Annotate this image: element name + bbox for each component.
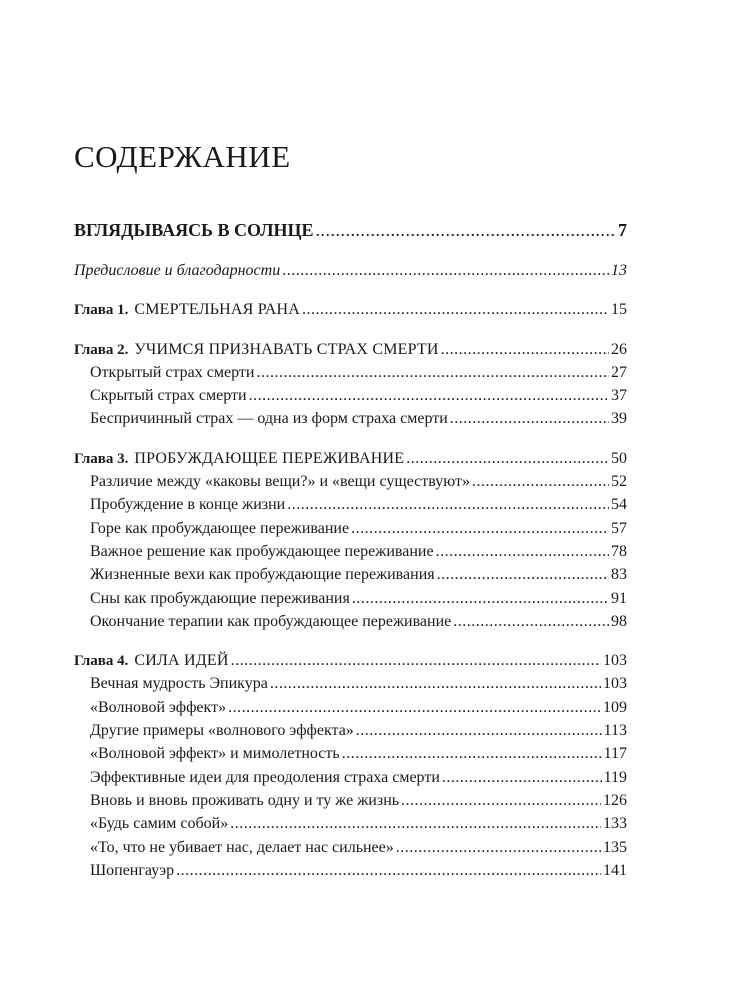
toc-section[interactable] bbox=[74, 862, 627, 885]
entry-page-number: 37 bbox=[611, 387, 627, 405]
dot-leader bbox=[401, 792, 601, 810]
entry-page-number: 52 bbox=[611, 473, 627, 491]
dot-leader bbox=[287, 496, 609, 514]
section-title: Беспричинный страх — одна из форм страха смерти bbox=[90, 410, 448, 428]
toc-section[interactable] bbox=[74, 839, 627, 862]
entry-page-number: 113 bbox=[603, 722, 627, 740]
section-title: Различие между «каковы вещи?» и «вещи существуют» bbox=[90, 473, 470, 491]
toc-chapter-1[interactable] bbox=[74, 301, 627, 324]
entry-page-number: 50 bbox=[611, 449, 627, 467]
dot-leader bbox=[342, 745, 602, 763]
entry-page-number: 141 bbox=[603, 861, 627, 879]
toc-chapter-4[interactable] bbox=[74, 652, 627, 675]
dot-leader bbox=[406, 450, 609, 468]
dot-leader bbox=[436, 543, 609, 561]
entry-page-number: 91 bbox=[611, 589, 627, 607]
toc-section[interactable] bbox=[74, 722, 627, 745]
section-title: Сны как пробуждающие переживания bbox=[90, 589, 350, 607]
entry-page-number: 39 bbox=[611, 410, 627, 428]
dot-leader bbox=[176, 862, 601, 880]
entry-page-number: 54 bbox=[611, 496, 627, 514]
dot-leader bbox=[441, 341, 609, 359]
toc-section[interactable] bbox=[74, 496, 627, 519]
chapter-label: Глава 1. bbox=[74, 302, 129, 319]
chapter-label: Глава 4. bbox=[74, 653, 129, 670]
section-title: Вечная мудрость Эпикура bbox=[90, 675, 268, 693]
entry-page-number: 83 bbox=[611, 566, 627, 584]
entry-page-number: 27 bbox=[611, 363, 627, 381]
section-title: Горе как пробуждающее переживание bbox=[90, 519, 350, 537]
dot-leader bbox=[450, 410, 609, 428]
section-title: Другие примеры «волнового эффекта» bbox=[90, 722, 354, 740]
toc-section[interactable] bbox=[74, 387, 627, 410]
entry-page-number: 15 bbox=[611, 301, 627, 319]
chapter-label: Глава 2. bbox=[74, 341, 129, 358]
dot-leader bbox=[302, 301, 609, 319]
toc-chapter-3[interactable] bbox=[74, 450, 627, 473]
dot-leader bbox=[230, 815, 601, 833]
dot-leader bbox=[396, 839, 601, 857]
dot-leader bbox=[352, 590, 609, 608]
section-title: Эффективные идеи для преодоления страха смерти bbox=[90, 768, 440, 786]
section-title: Важное решение как пробуждающее переживание bbox=[90, 542, 434, 560]
section-title: Скрытый страх смерти bbox=[90, 387, 247, 405]
section-title: «То, что не убивает нас, делает нас сильнее» bbox=[90, 838, 394, 856]
toc-section[interactable] bbox=[74, 699, 627, 722]
chapter-title: УЧИМСЯ ПРИЗНАВАТЬ СТРАХ СМЕРТИ bbox=[134, 340, 439, 358]
toc-section[interactable] bbox=[74, 410, 627, 433]
section-title: Пробуждение в конце жизни bbox=[90, 496, 286, 514]
entry-page-number: 109 bbox=[603, 698, 627, 716]
dot-leader bbox=[256, 364, 609, 382]
entry-page-number: 135 bbox=[603, 838, 627, 856]
section-title: Окончание терапии как пробуждающее переживание bbox=[90, 612, 452, 630]
dot-leader bbox=[231, 652, 601, 670]
dot-leader bbox=[282, 262, 609, 280]
toc-chapter-2[interactable] bbox=[74, 341, 627, 364]
toc-section[interactable] bbox=[74, 473, 627, 496]
section-title: «Волновой эффект» и мимолетность bbox=[90, 745, 340, 763]
section-title: Вновь и вновь проживать одну и ту же жизнь bbox=[90, 791, 400, 809]
toc-section[interactable] bbox=[74, 543, 627, 566]
entry-page-number: 103 bbox=[603, 652, 627, 670]
toc-section[interactable] bbox=[74, 675, 627, 698]
toc-section[interactable] bbox=[74, 364, 627, 387]
chapter-title: СМЕРТЕЛЬНАЯ РАНА bbox=[134, 301, 301, 319]
toc-section[interactable] bbox=[74, 613, 627, 636]
entry-title: ВГЛЯДЫВАЯСЬ В СОЛНЦЕ bbox=[74, 220, 314, 240]
chapter-title: СИЛА ИДЕЙ bbox=[134, 652, 229, 670]
toc-entry-preface[interactable] bbox=[74, 262, 627, 285]
section-title: Шопенгауэр bbox=[90, 861, 175, 879]
entry-page-number: 78 bbox=[611, 542, 627, 560]
section-title: «Волновой эффект» bbox=[90, 698, 227, 716]
entry-page-number: 103 bbox=[603, 675, 627, 693]
toc-section[interactable] bbox=[74, 590, 627, 613]
chapter-label: Глава 3. bbox=[74, 450, 129, 467]
entry-page-number: 126 bbox=[603, 791, 627, 809]
dot-leader bbox=[472, 473, 609, 491]
dot-leader bbox=[453, 613, 609, 631]
chapter-title: ПРОБУЖДАЮЩЕЕ ПЕРЕЖИВАНИЕ bbox=[134, 449, 405, 467]
toc-entry-top[interactable] bbox=[74, 220, 627, 246]
entry-page-number: 26 bbox=[611, 340, 627, 358]
entry-page-number: 119 bbox=[603, 768, 627, 786]
toc-section[interactable] bbox=[74, 815, 627, 838]
entry-page-number: 133 bbox=[603, 815, 627, 833]
dot-leader bbox=[356, 722, 602, 740]
page-title: СОДЕРЖАНИЕ bbox=[74, 139, 291, 174]
dot-leader bbox=[437, 566, 609, 584]
toc-section[interactable] bbox=[74, 520, 627, 543]
dot-leader bbox=[316, 220, 616, 241]
entry-page-number: 57 bbox=[611, 519, 627, 537]
entry-page-number: 7 bbox=[618, 220, 627, 240]
dot-leader bbox=[270, 675, 601, 693]
dot-leader bbox=[249, 387, 609, 405]
section-title: «Будь самим собой» bbox=[90, 815, 229, 833]
toc-section[interactable] bbox=[74, 769, 627, 792]
entry-page-number: 13 bbox=[611, 262, 627, 279]
entry-page-number: 98 bbox=[611, 612, 627, 630]
section-title: Открытый страх смерти bbox=[90, 363, 255, 381]
dot-leader bbox=[351, 520, 609, 538]
toc-section[interactable] bbox=[74, 792, 627, 815]
entry-page-number: 117 bbox=[603, 745, 627, 763]
toc-section[interactable] bbox=[74, 566, 627, 589]
table-of-contents bbox=[74, 220, 627, 885]
dot-leader bbox=[228, 699, 601, 717]
section-title: Жизненные вехи как пробуждающие переживания bbox=[90, 566, 435, 584]
dot-leader bbox=[442, 769, 602, 787]
toc-section[interactable] bbox=[74, 745, 627, 768]
entry-title: Предисловие и благодарности bbox=[74, 262, 281, 279]
